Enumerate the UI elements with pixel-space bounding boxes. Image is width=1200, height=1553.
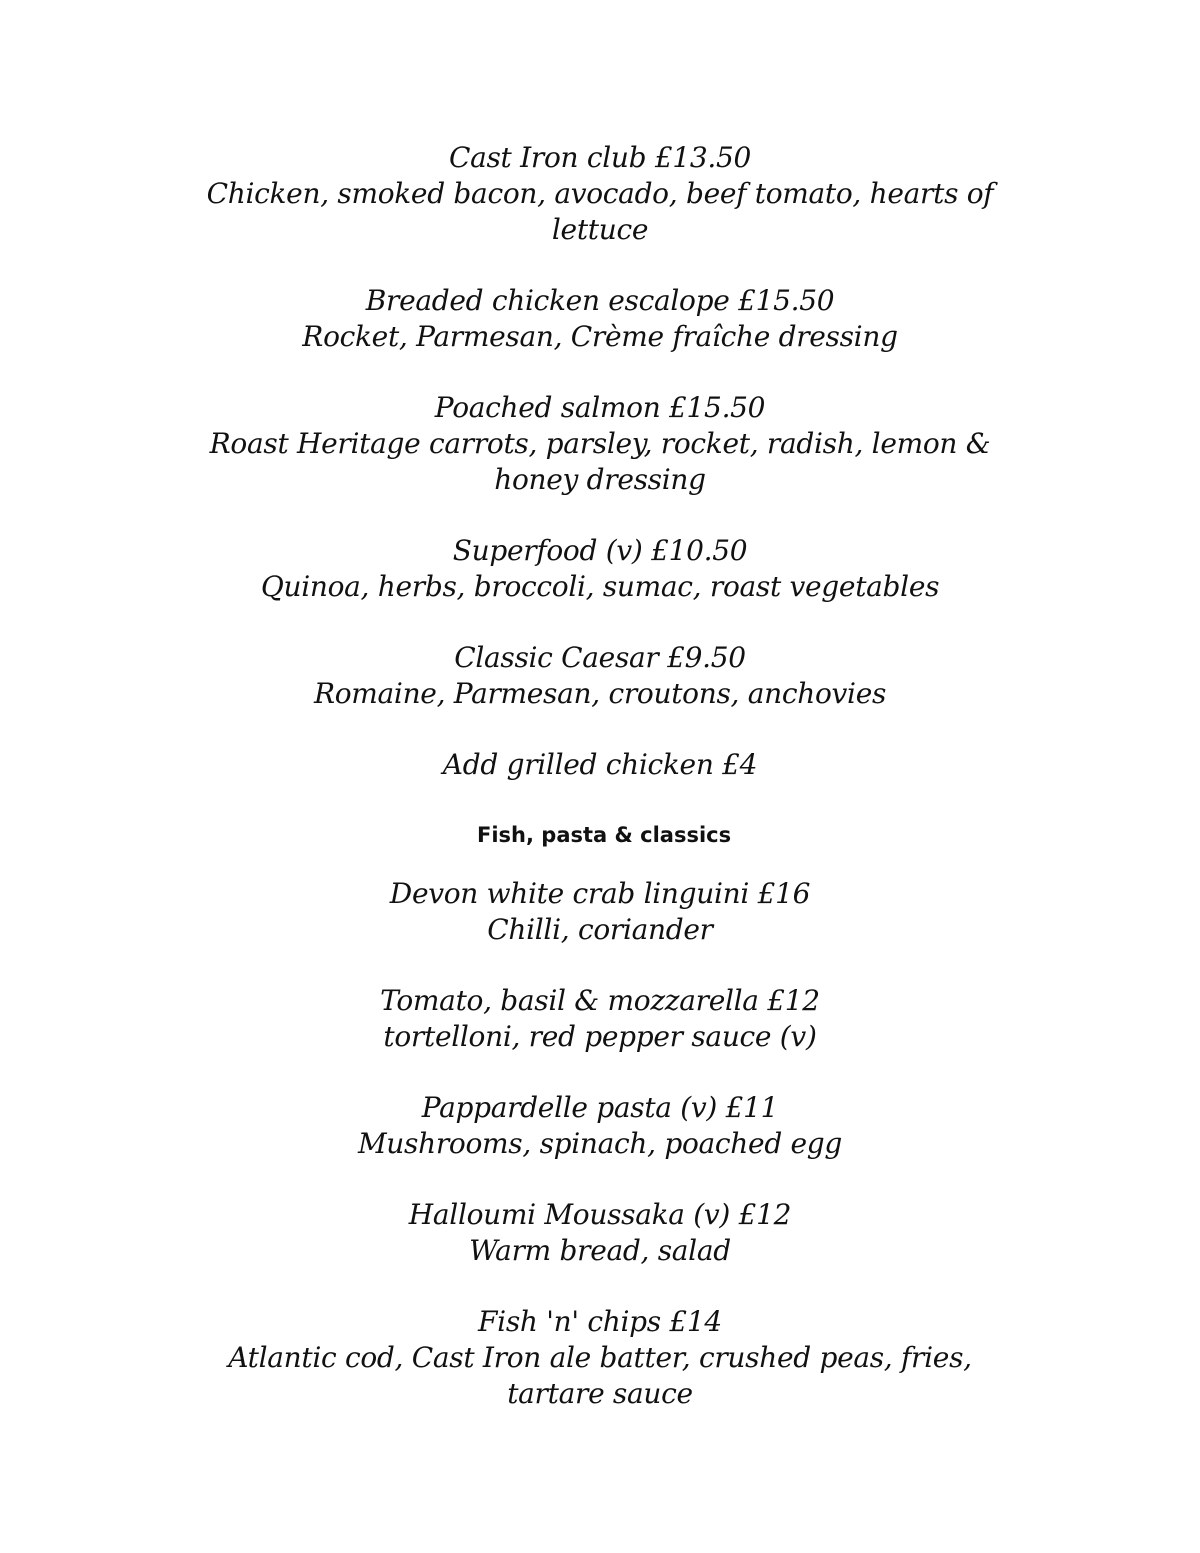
pappardelle-description: Mushrooms, spinach, poached egg [357,1127,843,1160]
tortelloni-title: Tomato, basil & mozzarella £12 [380,984,820,1017]
linguini-title: Devon white crab linguini £16 [389,877,811,910]
superfood-description: Quinoa, herbs, broccoli, sumac, roast vegetables [260,570,940,603]
escalope-title: Breaded chicken escalope £15.50 [365,284,835,317]
fish-chips-title: Fish 'n' chips £14 [478,1305,722,1338]
club-description-line-2: lettuce [551,213,649,246]
linguini-description: Chilli, coriander [487,913,713,946]
salmon-description-line-2: honey dressing [494,463,706,496]
section-heading: Fish, pasta & classics [477,823,732,847]
escalope-description: Rocket, Parmesan, Crème fraîche dressing [302,320,898,353]
salmon-title: Poached salmon £15.50 [434,391,766,424]
caesar-description: Romaine, Parmesan, croutons, anchovies [313,677,887,710]
tortelloni-description: tortelloni, red pepper sauce (v) [383,1020,817,1053]
fish-chips-description-line-1: Atlantic cod, Cast Iron ale batter, crushed peas, fries, [228,1341,972,1374]
salmon-description-line-1: Roast Heritage carrots, parsley, rocket, radish, lemon & [209,427,991,460]
fish-chips-description-line-2: tartare sauce [507,1377,693,1410]
moussaka-description: Warm bread, salad [469,1234,731,1267]
moussaka-title: Halloumi Moussaka (v) £12 [408,1198,792,1231]
add-chicken-note: Add grilled chicken £4 [442,748,758,781]
club-description-line-1: Chicken, smoked bacon, avocado, beef tomato, hearts of [206,177,994,210]
caesar-title: Classic Caesar £9.50 [454,641,746,674]
superfood-title: Superfood (v) £10.50 [452,534,748,567]
pappardelle-title: Pappardelle pasta (v) £11 [421,1091,779,1124]
club-title: Cast Iron club £13.50 [448,141,752,174]
